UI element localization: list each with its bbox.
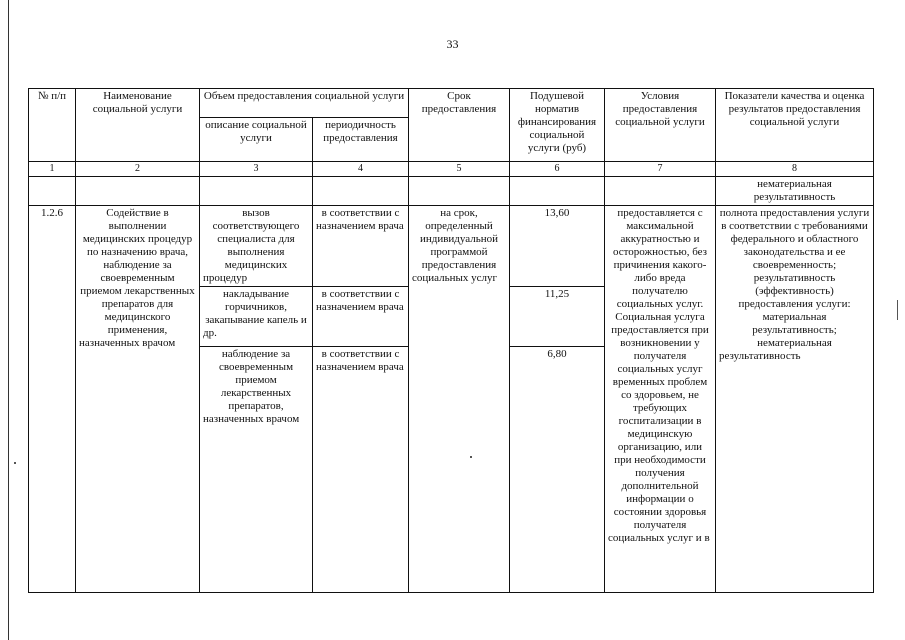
scan-speck [14, 462, 16, 464]
column-number: 5 [409, 162, 510, 177]
social-services-table [28, 88, 874, 593]
page-number: 33 [446, 37, 459, 51]
quality-continuation: нематериальная результативность [716, 177, 874, 206]
header-number: № п/п [29, 89, 76, 162]
subservice-periodicity: в соответствии с назначением врача [313, 347, 409, 593]
header-periodicity: периодичность предоставления [313, 118, 409, 162]
subservice-description: накладывание горчичников, закапывание капель и др. [200, 287, 313, 347]
empty-cell [29, 177, 76, 206]
empty-cell [510, 177, 605, 206]
empty-cell [409, 177, 510, 206]
header-term: Срок предоставления [409, 89, 510, 162]
empty-cell [200, 177, 313, 206]
column-number: 3 [200, 162, 313, 177]
header-description: описание социальной услуги [200, 118, 313, 162]
service-number: 1.2.6 [29, 206, 76, 593]
header-conditions: Условия предоставления социальной услуги [605, 89, 716, 162]
service-name: Содействие в выполнении медицинских процедур по назначению врача, наблюдение за своевременным приемом лекарственных препаратов для медицинского применения, назначенных врачом [76, 206, 200, 593]
empty-cell [313, 177, 409, 206]
subservice-norm: 11,25 [510, 287, 605, 347]
right-margin-mark [897, 300, 898, 320]
service-conditions: предоставляется с максимальной аккуратностью и осторожностью, без причинения какого-либо вреда получателю социальных услуг. Социальная услуга предоставляется при возникновении у получателя социальных услуг временных проблем со здоровьем, не требующих госпитализации в медицинскую организацию, или при необходимости получения дополнительной информации о состоянии здоровья получателя социальных услуг и в [605, 206, 716, 593]
subservice-norm: 13,60 [510, 206, 605, 287]
service-quality: полнота предоставления услуги в соответствии с требованиями федерального и областного законодательства и ее своевременность; результативность (эффективность) предоставления услуги: материальная результативность; нематериальная результативность [716, 206, 874, 593]
column-number: 1 [29, 162, 76, 177]
header-quality: Показатели качества и оценка результатов предоставления социальной услуги [716, 89, 874, 162]
column-number: 4 [313, 162, 409, 177]
subservice-description: наблюдение за своевременным приемом лекарственных препаратов, назначенных врачом [200, 347, 313, 593]
service-term: на срок, определенный индивидуальной программой предоставления социальных услуг [409, 206, 510, 593]
subservice-norm: 6,80 [510, 347, 605, 593]
column-number: 6 [510, 162, 605, 177]
subservice-periodicity: в соответствии с назначением врача [313, 206, 409, 287]
header-volume-group: Объем предоставления социальной услуги [200, 89, 409, 118]
empty-cell [76, 177, 200, 206]
empty-cell [605, 177, 716, 206]
header-service-name: Наименование социальной услуги [76, 89, 200, 162]
subservice-description: вызов соответствующего специалиста для выполнения медицинских процедур [200, 206, 313, 287]
column-number: 7 [605, 162, 716, 177]
header-norm: Подушевой норматив финансирования социальной услуги (руб) [510, 89, 605, 162]
column-number: 2 [76, 162, 200, 177]
left-margin-rule [8, 0, 9, 640]
subservice-periodicity: в соответствии с назначением врача [313, 287, 409, 347]
column-number: 8 [716, 162, 874, 177]
